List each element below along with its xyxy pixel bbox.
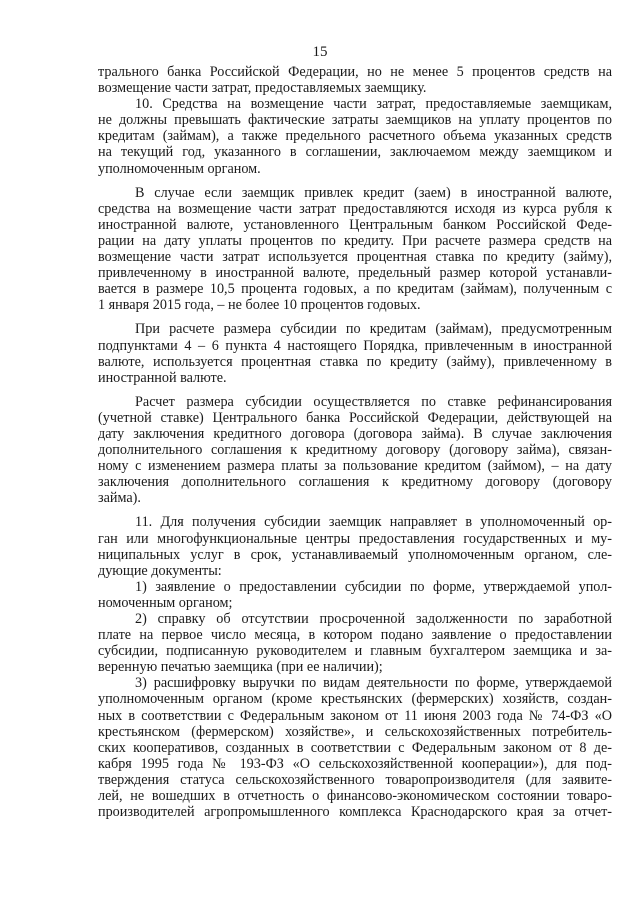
text-line: веренную печатью заемщика (при ее наличии);: [98, 659, 383, 676]
text-line: займа).: [98, 490, 141, 507]
text-line: вается в размере 10,5 процента годовых, а по кредитам (займам), полученным с: [98, 281, 612, 298]
text-line: тверждения статуса сельскохозяйственного товаропроизводителя (для заявите-: [98, 771, 612, 788]
text-line: плате на первое число месяца, в котором подано заявление о предоставлении: [98, 627, 612, 644]
text-line: 2) справку об отсутствии просроченной задолженности по заработной: [135, 611, 612, 627]
paragraph: [98, 96, 612, 176]
paragraph: [98, 321, 612, 385]
text-line: иностранной валюте, установленного Центральным банком Российской Феде-: [98, 216, 612, 233]
text-line: При расчете размера субсидии по кредитам (займам), предусмотренным: [135, 321, 612, 338]
text-line: рации на дату уплаты процентов по кредиту. При расчете размера средств на: [98, 232, 612, 249]
paragraph: [98, 185, 612, 314]
paragraph: [98, 394, 612, 507]
text-line: подпунктами 4 – 6 пункта 4 настоящего Порядка, привлеченным в иностранной: [98, 337, 612, 354]
text-line: привлеченному в иностранной валюте, предельный размер которой устанавли-: [98, 265, 612, 282]
paragraph: [98, 64, 612, 96]
text-line: крестьянском (фермерском) хозяйстве», и сельскохозяйственных потребитель-: [98, 723, 612, 740]
text-line: 3) расшифровку выручки по видам деятельности по форме, утверждаемой: [135, 675, 612, 692]
text-line: дующие документы:: [98, 562, 222, 579]
text-line: (учетной ставке) Центрального банка Российской Федерации, действующей на: [98, 409, 612, 426]
paragraph: [98, 514, 612, 578]
text-line: 1 января 2015 года, – не более 10 процентов годовых.: [98, 297, 421, 314]
text-line: 10. Средства на возмещение части затрат, предоставляемые заемщикам,: [135, 96, 612, 113]
text-line: иностранной валюте.: [98, 369, 227, 386]
text-line: уполномоченным органом (кроме крестьянских (фермерских) хозяйств, создан-: [98, 691, 612, 708]
text-line: кредитам (займам), а также предельного расчетного объема указанных средств: [98, 128, 612, 145]
text-line: валюте, используется процентная ставка по кредиту (займу), привлеченному в: [98, 353, 612, 370]
text-line: 11. Для получения субсидии заемщик направляет в уполномоченный ор-: [135, 514, 612, 531]
text-line: на текущий год, указанного в соглашении, заключаемом между заемщиком и: [98, 144, 612, 161]
text-line: дополнительного соглашения к кредитному договору (договору займа), связан-: [98, 442, 612, 459]
document-body: [98, 64, 612, 820]
text-line: субсидии, подписанную руководителем и главным бухгалтером заемщика и за-: [98, 643, 612, 660]
paragraph: [98, 675, 612, 820]
text-line: трального банка Российской Федерации, но не менее 5 процентов средств на: [98, 64, 612, 80]
text-line: уполномоченным органом.: [98, 160, 261, 177]
text-line: В случае если заемщик привлек кредит (заем) в иностранной валюте,: [135, 184, 612, 201]
page-number: 15: [312, 44, 328, 60]
text-line: ган или многофункциональные центры предоставления государственных и му-: [98, 530, 612, 547]
text-line: производителей агропромышленного комплекса Краснодарского края за отчет-: [98, 804, 612, 821]
text-line: возмещение части затрат, предоставляемых заемщику.: [98, 80, 427, 97]
text-line: средства на возмещение части затрат предоставляются исходя из курса рубля к: [98, 200, 612, 217]
text-line: 1) заявление о предоставлении субсидии по форме, утверждаемой упол-: [135, 578, 612, 595]
text-line: ских кооперативов, созданных в соответствии с Федеральным законом от 8 де-: [98, 739, 612, 756]
paragraph: [98, 579, 612, 611]
text-line: лей, не вошедших в отчетность о финансово-экономическом состоянии товаро-: [98, 788, 612, 805]
text-line: ному с изменением размера платы за пользование кредитом (займом), – на дату: [98, 458, 612, 475]
text-line: не должны превышать фактические затраты заемщиков на уплату процентов по: [98, 112, 612, 129]
text-line: ниципальных услуг в срок, устанавливаемый уполномоченным органом, сле-: [98, 546, 612, 563]
text-line: номоченным органом;: [98, 594, 233, 611]
text-line: возмещение части затрат используется процентная ставка по кредиту (займу),: [98, 249, 612, 266]
text-line: дату заключения кредитного договора (договора займа). В случае заключения: [98, 425, 612, 442]
text-line: ных в соответствии с Федеральным законом от 11 июня 2003 года № 74-ФЗ «О: [98, 707, 612, 724]
paragraph: [98, 611, 612, 675]
text-line: заключения дополнительного соглашения к кредитному договору (договору: [98, 474, 612, 491]
text-line: Расчет размера субсидии осуществляется по ставке рефинансирования: [135, 393, 612, 410]
text-line: кабря 1995 года № 193-ФЗ «О сельскохозяйственной кооперации»), для под-: [98, 755, 612, 772]
